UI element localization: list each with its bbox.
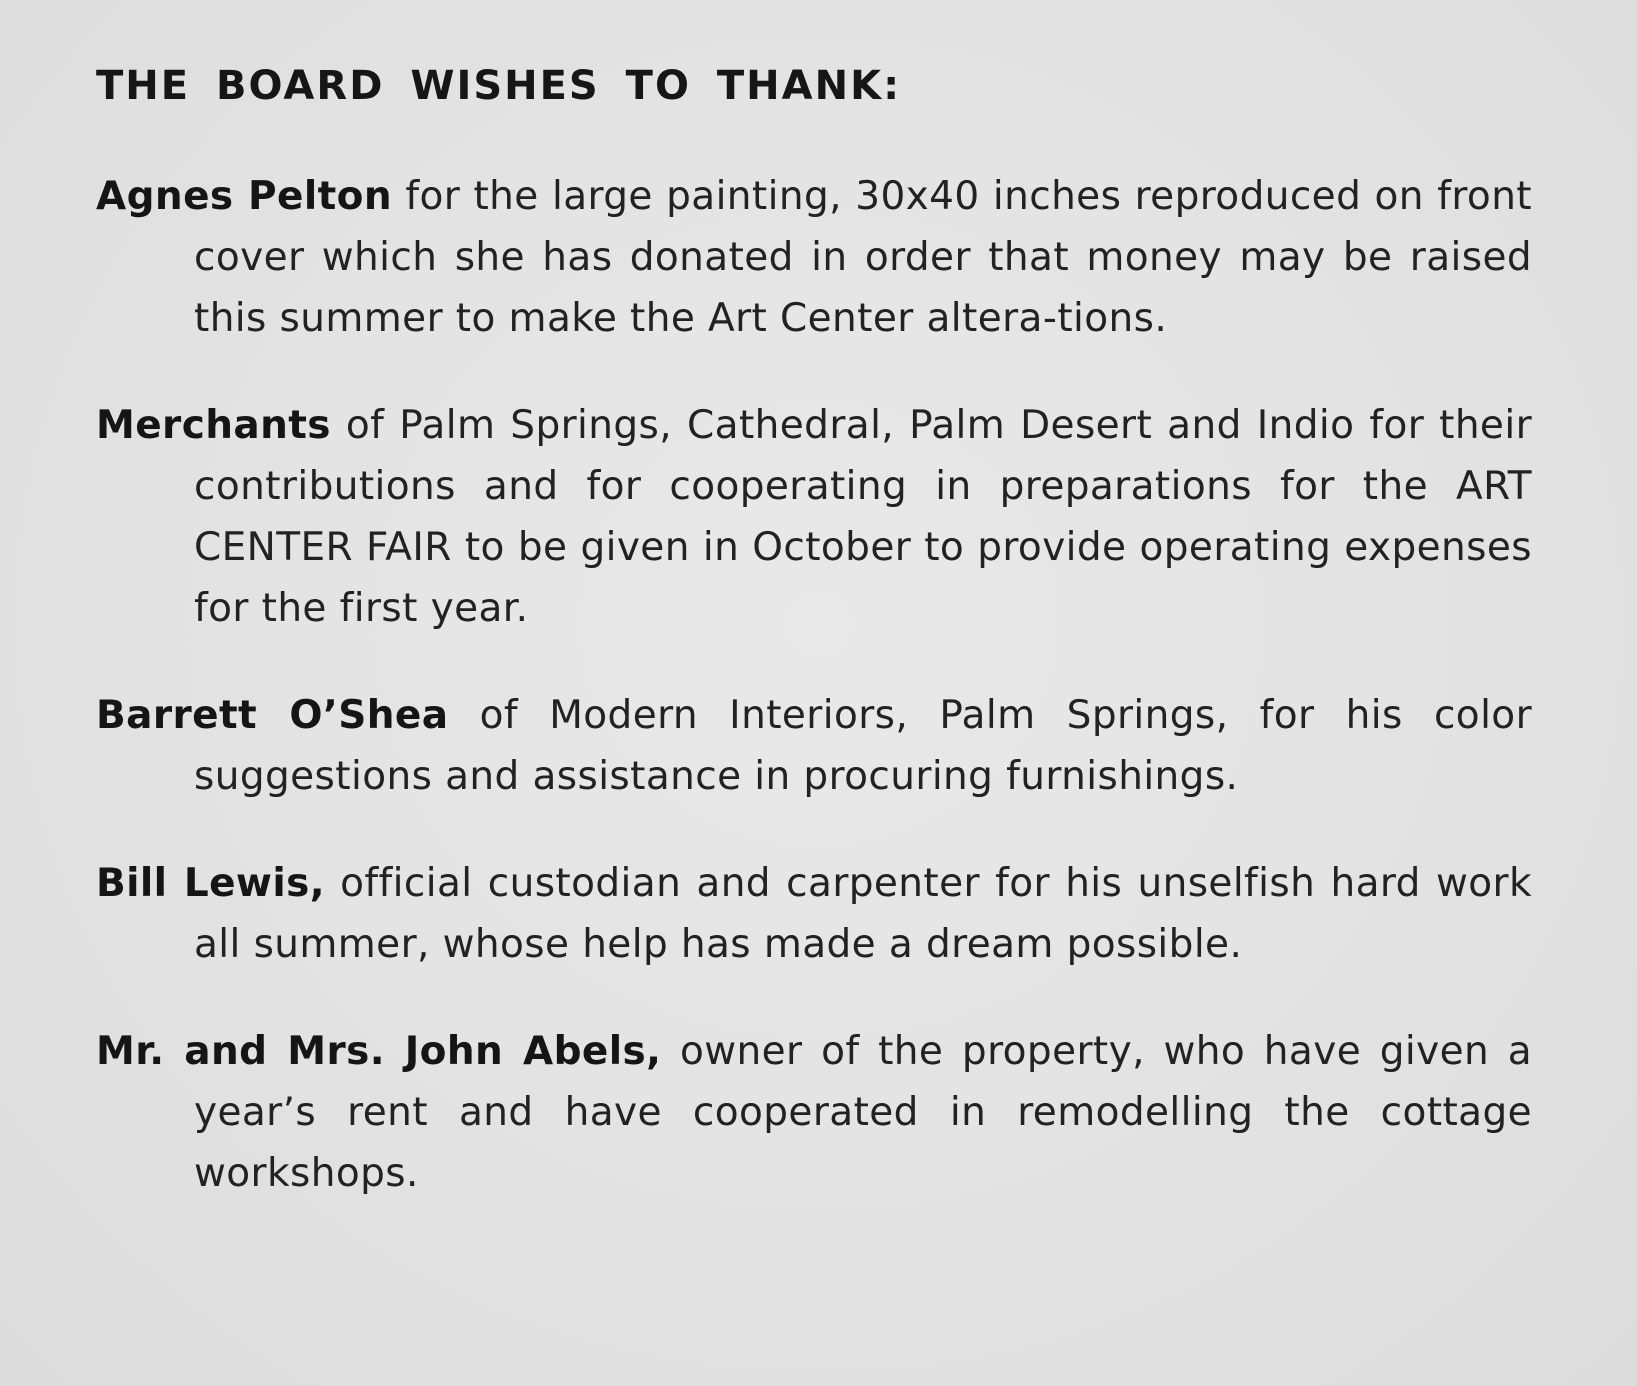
thanks-entry-bill-lewis <box>96 853 1532 975</box>
entry-text: for the large painting, 30x40 inches reproduced on front cover which she has donated in order that money may be raised this summer to make the Art Center altera-tions. <box>194 174 1533 341</box>
thanks-entry-agnes-pelton <box>96 166 1532 349</box>
entry-text: official custodian and carpenter for his unselfish hard work all summer, whose help has made a dream possible. <box>194 861 1532 967</box>
thanks-entry-john-abels <box>96 1021 1532 1204</box>
entry-name: Agnes Pelton <box>96 174 393 219</box>
page-heading: THE BOARD WISHES TO THANK: <box>96 63 902 109</box>
thanks-entry-merchants <box>96 395 1532 639</box>
entry-text: of Modern Interiors, Palm Springs, for his color suggestions and assistance in procuring furnishings. <box>194 693 1533 799</box>
entry-name: Mr. and Mrs. John Abels, <box>96 1029 662 1074</box>
thanks-entry-barrett-oshea <box>96 685 1532 807</box>
entry-name: Barrett O’Shea <box>96 693 449 738</box>
entry-text: of Palm Springs, Cathedral, Palm Desert and Indio for their contributions and for cooperating in preparations for the ART CENTER FAIR to be given in October to provide operating expenses for the first year. <box>194 403 1532 631</box>
entry-text: owner of the property, who have given a year’s rent and have cooperated in remodelling the cottage workshops. <box>194 1029 1533 1196</box>
entry-name: Bill Lewis, <box>96 861 325 906</box>
entry-name: Merchants <box>96 403 331 448</box>
